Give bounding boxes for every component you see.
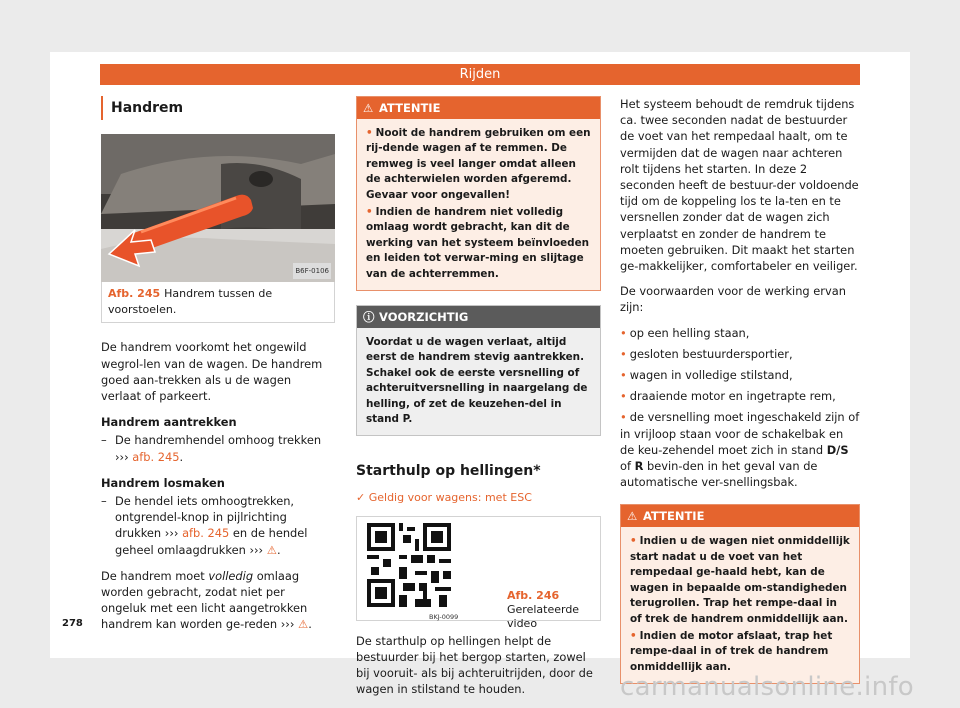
- bullet-icon: •: [620, 410, 627, 425]
- conditions-list: [620, 325, 860, 491]
- figure-code: BKJ-0099: [429, 612, 459, 621]
- attentie-item: [630, 534, 852, 626]
- validity-text: Geldig voor wagens: met ESC: [368, 490, 532, 504]
- starthulp-paragraph: De starthulp op hellingen helpt de bestuurder bij het bergop starten, zowel bij vooruit- als bij achteruitrijden, door de wagen in stilstand te houden.: [356, 633, 593, 697]
- column-handrem: [101, 96, 333, 642]
- attentie-body: [357, 119, 600, 290]
- figure-number: Afb. 246: [507, 588, 560, 602]
- bullet-icon: •: [620, 325, 627, 340]
- step1-text: De handremhendel omhoog trekken ›››: [115, 433, 322, 464]
- bullet-icon: •: [366, 127, 373, 139]
- attentie-item-text: Indien u de wagen niet onmiddellijk start nadat u de voet van het rempedaal ge-haald hebt, kan de wagen in bepaalde om-standigheden terugrollen. Trap het rempe-daal in of trek de handrem onmiddellijk aan.: [630, 535, 850, 625]
- figure-caption: [101, 282, 335, 323]
- attentie-header: [357, 97, 600, 119]
- voorzichtig-body: Voordat u de wagen verlaat, altijd eerst de handrem stevig aantrekken. Schakel ook de eerste versnelling of achteruitversnelling in naargelang de helling, of zet de keuzehen-del in stand P.: [366, 336, 588, 426]
- intro-paragraph: De handrem voorkomt het ongewild wegrol-len van de wagen. De handrem goed aan-trekken als u de wagen verlaat of parkeert.: [101, 340, 323, 404]
- chapter-header: Rijden: [100, 64, 860, 85]
- attentie-item-text: Indien de handrem niet volledig omlaag wordt gebracht, kan dit de werking van het systeem beïnvloeden en leiden tot verwar-ming en slijtage van de achterremmen.: [366, 206, 590, 280]
- attentie-item-text: Nooit de handrem gebruiken om een rij-dende wagen af te remmen. De remweg is veel langer omdat alleen de achterwielen worden afgeremd. Gevaar voor ongevallen!: [366, 127, 591, 201]
- figure-link[interactable]: afb. 245: [132, 449, 180, 464]
- list-item-text: de versnelling moet ingeschakeld zijn of in vrijloop staan voor de schakelbak en de keu-zehendel moet zich in stand: [620, 410, 860, 457]
- voorzichtig-title: VOORZICHTIG: [379, 310, 469, 325]
- list-item: [620, 346, 860, 362]
- list-item: [620, 367, 860, 383]
- page-number: 278: [62, 618, 83, 629]
- list-item-text: draaiende motor en ingetrapte rem,: [629, 389, 836, 404]
- attentie-item: [630, 629, 852, 675]
- attentie-body: [621, 527, 859, 683]
- release-paragraph: De handrem moet volledig omlaag worden gebracht, zodat niet per ongeluk met een licht aangetrokken handrem kan worden ge-reden ››› ⚠.: [101, 568, 312, 632]
- warning-icon[interactable]: ⚠: [266, 542, 277, 557]
- video-caption: [507, 589, 599, 631]
- section-title-handrem: Handrem: [101, 96, 333, 120]
- step1-end: .: [179, 449, 184, 464]
- list-item-text: op een helling staan,: [629, 325, 750, 340]
- figure-number: Afb. 245: [108, 287, 161, 300]
- figure-link[interactable]: afb. 245: [182, 526, 230, 541]
- list-item-text: bevin-den in het geval van de automatische ver-snellingsbak.: [620, 459, 818, 490]
- figure-code: B6F-0106: [293, 263, 331, 279]
- system-paragraph: Het systeem behoudt de remdruk tijdens ca. twee seconden nadat de bestuurder de voet van het rempedaal haalt, om te vermijden dat de wagen naar achteren rolt tijdens het starten. In deze 2 seconden heeft de bestuur-der voldoende tijd om de koppeling los te la-ten en te versnellen zonder dat de wagen zich verplaatst en zonder de handrem te moeten gebruiken. Dit maakt het starten ge-makkelijker, comfortabeler en veiliger.: [620, 97, 859, 274]
- release-text-b: omlaag worden gebracht, zodat niet per ongeluk met een licht aangetrokken handrem kan worden ge-reden ›››: [101, 568, 308, 632]
- bullet-icon: •: [620, 346, 627, 361]
- attentie-header: [621, 505, 859, 527]
- attentie-item: [366, 205, 593, 282]
- list-item-text: gesloten bestuurdersportier,: [629, 346, 793, 361]
- attentie-title: ATTENTIE: [379, 101, 441, 115]
- bullet-icon: •: [630, 535, 637, 548]
- list-item-text: of: [620, 459, 631, 474]
- subheading-aantrekken: Handrem aantrekken: [101, 415, 237, 430]
- step-aantrekken: [101, 432, 333, 464]
- list-item: [620, 325, 860, 341]
- checkmark-icon: ✓: [356, 490, 366, 504]
- attentie-box: [620, 504, 860, 684]
- step-losmaken: – De hendel iets omhoogtrekken, ontgrendel-knop in pijlrichting drukken ››› afb. 245 en de hendel geheel omlaagdrukken ››› ⚠.: [101, 493, 333, 558]
- conditions-intro: De voorwaarden voor de werking ervan zijn:: [620, 284, 846, 315]
- warning-triangle-icon: ⚠: [363, 101, 374, 115]
- bullet-icon: •: [366, 206, 373, 219]
- handbrake-illustration: [101, 134, 335, 282]
- voorzichtig-header: [357, 306, 600, 328]
- attentie-item: [366, 126, 593, 203]
- figure-caption-text: Handrem tussen de voorstoelen.: [108, 287, 273, 317]
- gear-position-r: R: [634, 459, 644, 474]
- handbrake-photo: [101, 134, 335, 282]
- bullet-icon: •: [620, 389, 627, 404]
- list-item: [620, 388, 860, 404]
- voorzichtig-box: [356, 305, 601, 435]
- qr-code-icon[interactable]: [367, 523, 451, 607]
- step2-mid: en de hendel geheel omlaagdrukken ›››: [115, 526, 308, 557]
- section-title-starthulp: Starthulp op hellingen*: [356, 462, 541, 479]
- attentie-title: ATTENTIE: [643, 509, 705, 524]
- figure-caption-text: Gerelateerde video: [507, 602, 580, 630]
- column-right: [620, 96, 860, 684]
- attentie-item-text: Indien de motor afslaat, trap het rempe-daal in of trek de handrem onmiddellijk aan.: [630, 629, 833, 673]
- release-text-a: De handrem moet: [101, 568, 205, 583]
- step2-text: De hendel iets omhoogtrekken, ontgrendel-knop in pijlrichting drukken ›››: [115, 494, 295, 541]
- column-middle: [356, 96, 601, 707]
- video-figure[interactable]: [356, 516, 601, 630]
- watermark: carmanualsonline.info: [620, 672, 915, 702]
- list-item-text: wagen in volledige stilstand,: [629, 368, 793, 383]
- gear-position-ds: D/S: [826, 442, 849, 457]
- warning-icon[interactable]: ⚠: [298, 617, 309, 632]
- info-circle-icon: ⓘ: [363, 310, 375, 325]
- list-item: [620, 409, 860, 490]
- bullet-icon: •: [620, 368, 627, 383]
- bullet-icon: •: [630, 629, 637, 642]
- subheading-losmaken: Handrem losmaken: [101, 475, 225, 490]
- validity-note: [356, 490, 601, 506]
- release-emphasis: volledig: [208, 568, 254, 583]
- attentie-box: [356, 96, 601, 291]
- warning-triangle-icon: ⚠: [627, 509, 638, 524]
